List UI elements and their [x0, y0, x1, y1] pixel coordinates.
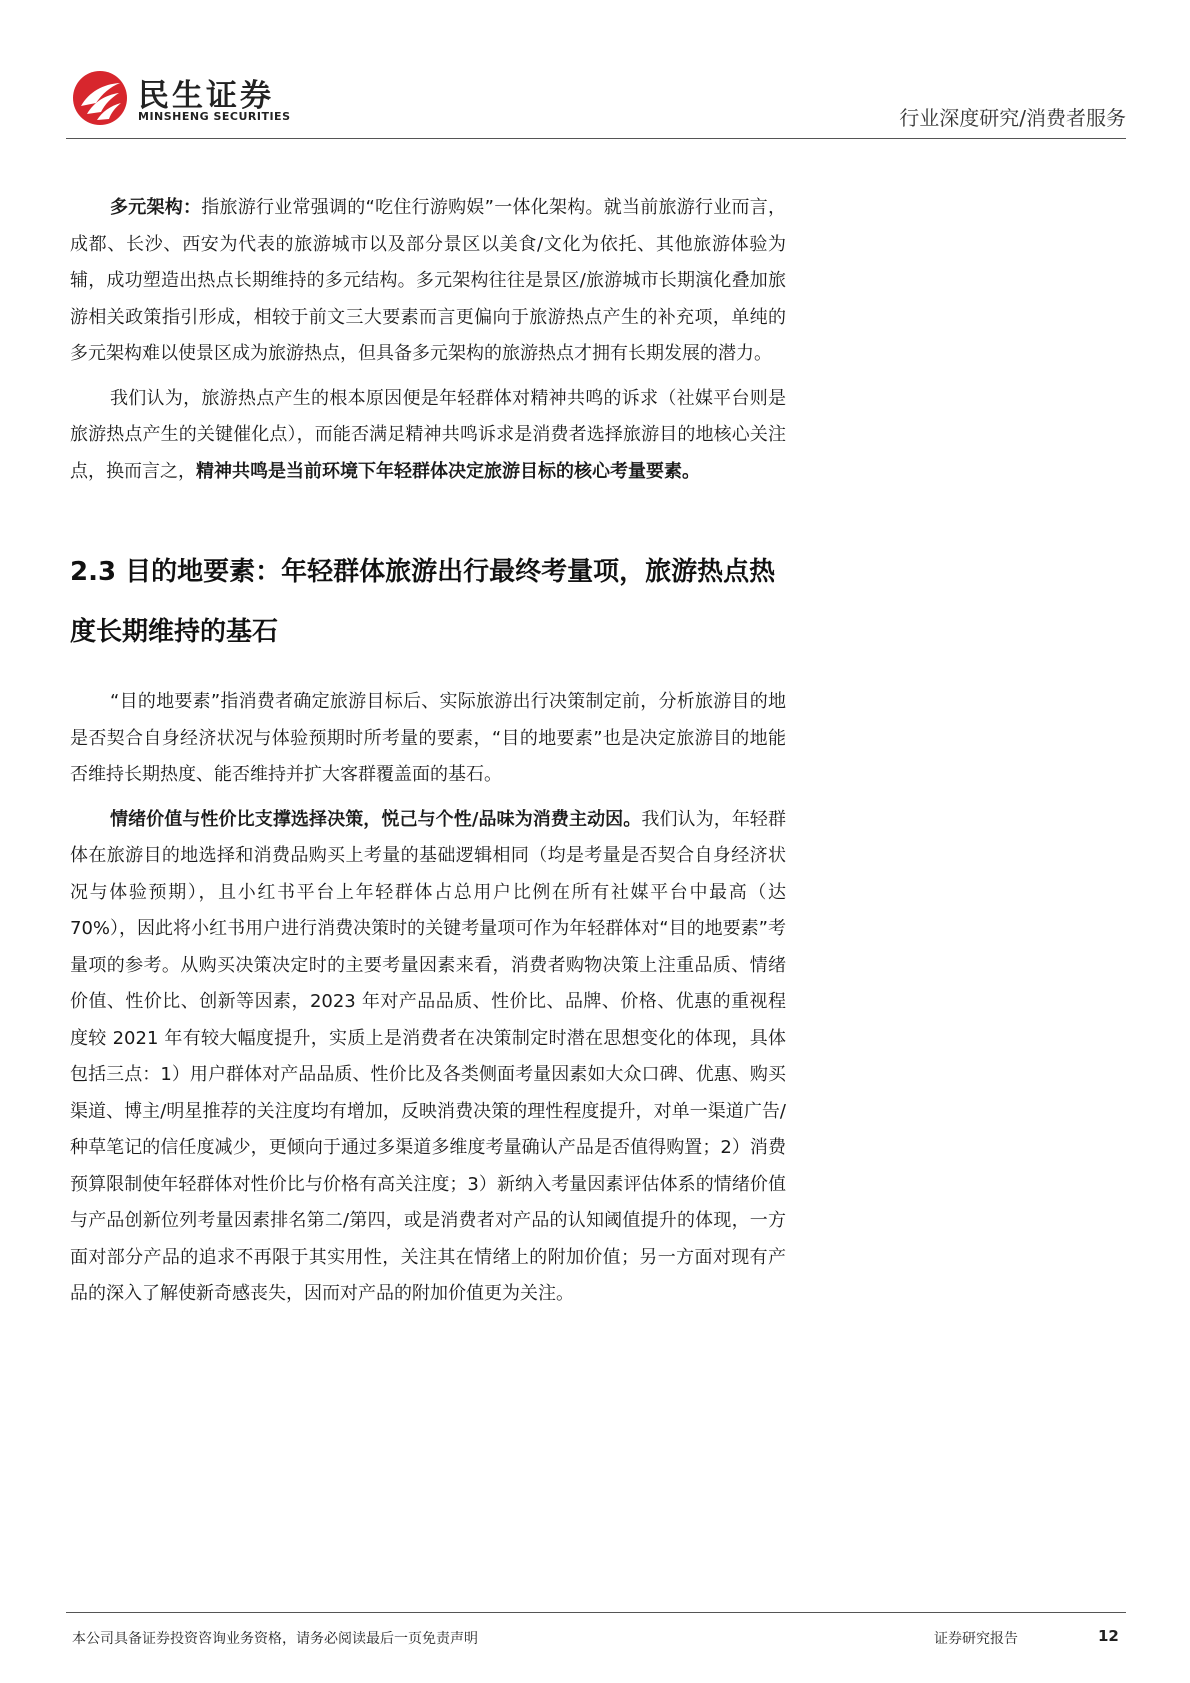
footer-divider [66, 1612, 1126, 1613]
paragraph-spiritual-resonance [70, 381, 786, 491]
paragraph-lead: 多元架构： [110, 197, 202, 218]
header-divider [66, 138, 1126, 139]
footer-document-type: 证券研究报告 [934, 1631, 1018, 1647]
paragraph-lead: 情绪价值与性价比支撑选择决策，悦己与个性/品味为消费主动因。 [110, 808, 642, 830]
logo-english-name: MINSHENG SECURITIES [138, 110, 291, 123]
paragraph-destination-definition [70, 684, 786, 794]
page-header [66, 60, 1126, 140]
paragraph-text: 我们认为，旅游热点产生的根本原因便是年轻群体对精神共鸣的诉求（社媒平台则是旅游热点产生的关键催化点），而能否满足精神共鸣诉求是消费者选择旅游目的地核心关注点，换而言之， [70, 387, 786, 482]
section-heading: 2.3 目的地要素：年轻群体旅游出行最终考量项，旅游热点热度长期维持的基石 [70, 557, 776, 647]
footer-disclaimer: 本公司具备证券投资咨询业务资格，请务必阅读最后一页免责声明 [72, 1631, 478, 1647]
paragraph-text: 指旅游行业常强调的“吃住行游购娱”一体化架构。就当前旅游行业而言，成都、长沙、西安为代表的旅游城市以及部分景区以美食/文化为依托、其他旅游体验为辅，成功塑造出热点长期维持的多元结构。多元架构往往是景区/旅游城市长期演化叠加旅游相关政策指引形成，相较于前文三大要素而言更偏向于旅游热点产生的补充项，单纯的多元架构难以使景区成为旅游热点，但具备多元架构的旅游热点才拥有长期发展的潜力。 [70, 197, 786, 364]
minsheng-logo-icon [72, 70, 128, 126]
report-category: 行业深度研究/消费者服务 [899, 106, 1126, 130]
paragraph-text: “目的地要素”指消费者确定旅游目标后、实际旅游出行决策制定前，分析旅游目的地是否契合自身经济状况与体验预期时所考量的要素，“目的地要素”也是决定旅游目的地能否维持长期热度、能否维持并扩大客群覆盖面的基石。 [70, 691, 786, 785]
report-body [70, 190, 786, 1313]
paragraph-diversified-structure [70, 190, 786, 373]
paragraph-decision-factors [70, 802, 786, 1313]
page-number: 12 [1098, 1627, 1119, 1645]
logo-chinese-name: 民生证券 [138, 78, 274, 114]
paragraph-text: 我们认为，年轻群体在旅游目的地选择和消费品购买上考量的基础逻辑相同（均是考量是否契合自身经济状况与体验预期），且小红书平台上年轻群体占总用户比例在所有社媒平台中最高（达 70%），因此将小红书用户进行消费决策时的关键考量项可作为年轻群体对“目的地要素”考量项的参考。从购买决策决定时的主要考量因素来看，消费者购物决策上注重品质、情绪价值、性价比、创新等因素，2023 年对产品品质、性价比、品牌、价格、优惠的重视程度较 2021 年有较大幅度提升，实质上是消费者在决策制定时潜在思想变化的体现，具体包括三点：1）用户群体对产品品质、性价比及各类侧面考量因素如大众口碑、优惠、购买渠道、博主/明星推荐的关注度均有增加，反映消费决策的理性程度提升，对单一渠道广告/种草笔记的信任度减少，更倾向于通过多渠道多维度考量确认产品是否值得购置；2）消费预算限制使年轻群体对性价比与价格有高关注度；3）新纳入考量因素评估体系的情绪价值与产品创新位列考量因素排名第二/第四，或是消费者对产品的认知阈值提升的体现，一方面对部分产品的追求不再限于其实用性，关注其在情绪上的附加价值；另一方面对现有产品的深入了解使新奇感丧失，因而对产品的附加价值更为关注。 [70, 808, 787, 1304]
paragraph-emphasis: 精神共鸣是当前环境下年轻群体决定旅游目标的核心考量要素。 [196, 460, 700, 482]
